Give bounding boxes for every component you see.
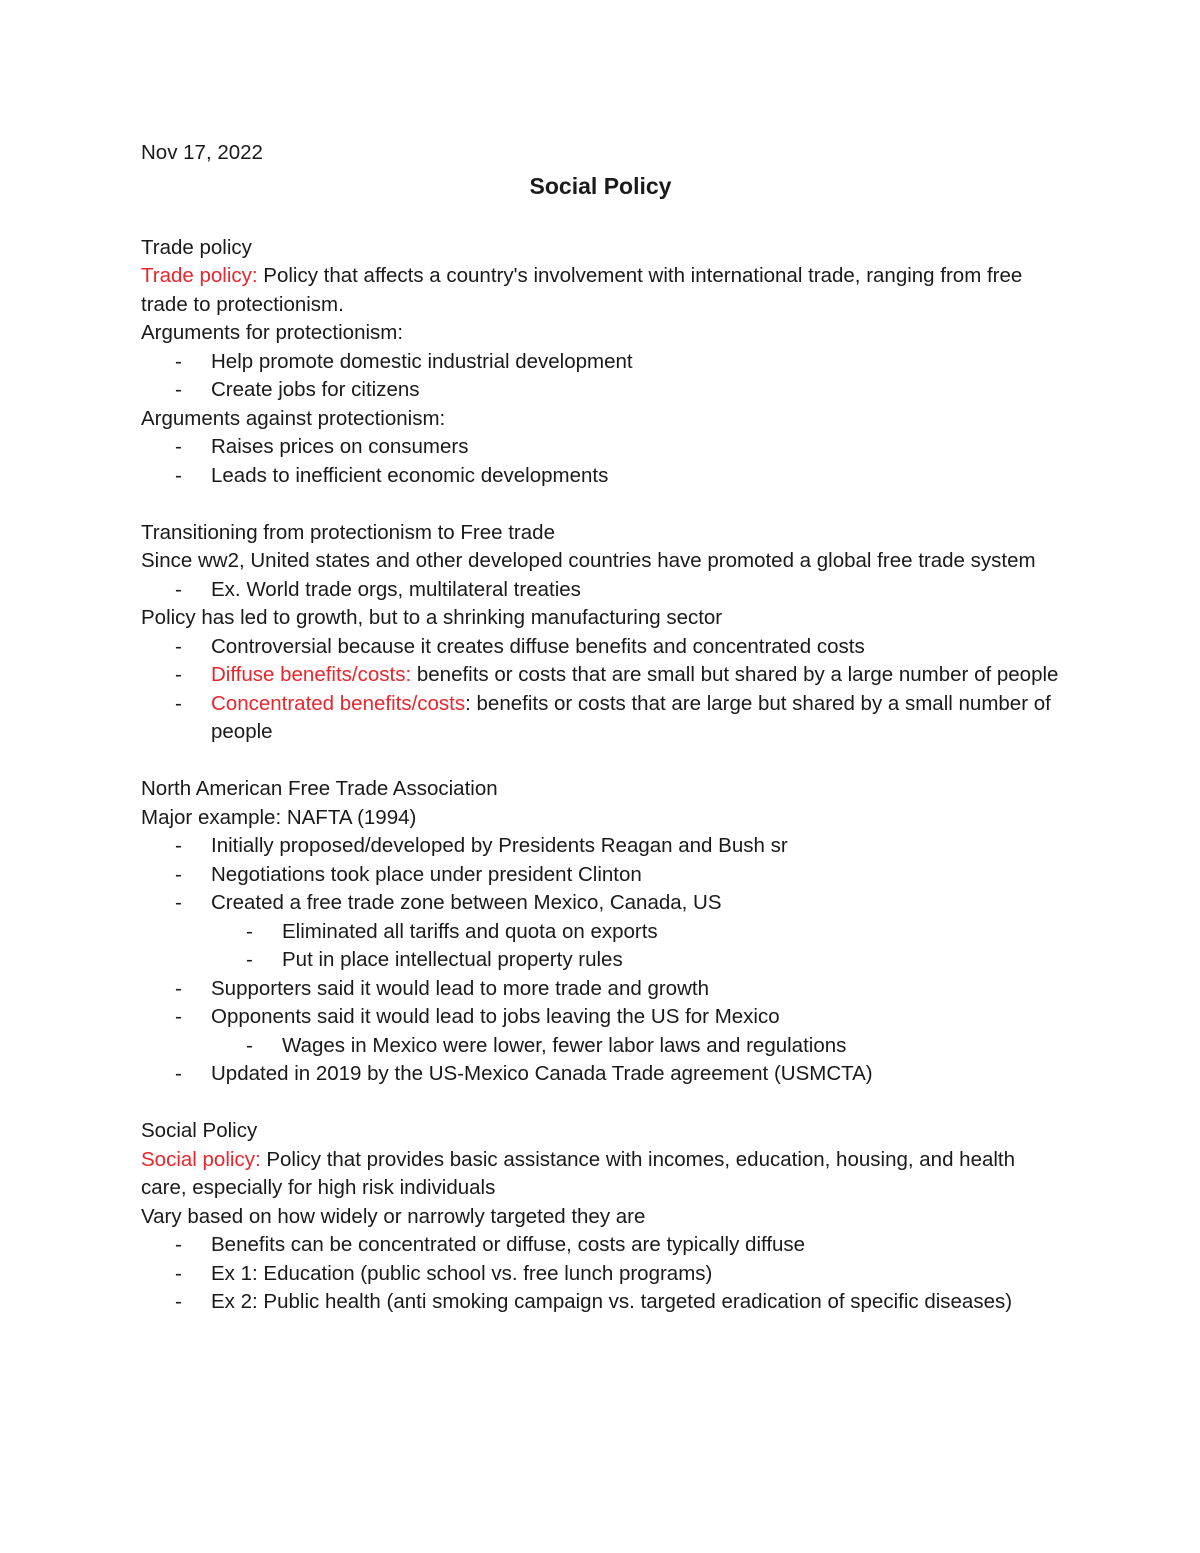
list-item — [211, 1032, 1060, 1061]
list-item — [141, 376, 1060, 405]
list-item-text: Create jobs for citizens — [211, 378, 420, 401]
spacer — [141, 747, 1060, 776]
trade-policy-definition — [141, 262, 1060, 319]
definition-text: Policy that provides basic assistance with incomes, education, housing, and health care, especially for high risk individuals — [141, 1147, 1016, 1199]
paragraph: Vary based on how widely or narrowly targeted they are — [141, 1204, 646, 1228]
bullet-dash: - — [175, 891, 182, 914]
list-item — [141, 462, 1060, 491]
list-item-text: Help promote domestic industrial development — [211, 349, 633, 373]
list-item — [141, 348, 1060, 377]
list-item-text: Put in place intellectual property rules — [282, 948, 623, 971]
list-item — [141, 433, 1060, 462]
bullet-dash: - — [175, 349, 182, 373]
list-item — [141, 1288, 1060, 1317]
list-item-text: Leads to inefficient economic developments — [211, 463, 609, 487]
list-item — [141, 975, 1060, 1004]
list-item-text: Controversial because it creates diffuse benefits and concentrated costs — [211, 634, 865, 658]
list-item — [141, 1060, 1060, 1089]
bullet-dash: - — [175, 1005, 182, 1028]
list-item-text: Supporters said it would lead to more trade and growth — [211, 976, 709, 1000]
definition-text: : benefits or costs that are large but shared by a small number of people — [211, 691, 1051, 743]
definition-text: benefits or costs that are small but shared by a large number of people — [411, 663, 1059, 686]
section-heading-social-policy: Social Policy — [141, 1119, 258, 1142]
list-item — [141, 661, 1060, 690]
paragraph: Since ww2, United states and other developed countries have promoted a global free trade system — [141, 549, 1036, 572]
bullet-dash: - — [246, 948, 253, 971]
list-item-text: Created a free trade zone between Mexico, Canada, US — [211, 891, 722, 914]
args-for-list — [141, 348, 1060, 405]
sub-bullet-list — [211, 1032, 1060, 1061]
list-item-text: Ex 1: Education (public school vs. free lunch programs) — [211, 1261, 713, 1285]
list-item-text: Raises prices on consumers — [211, 435, 469, 458]
note-date: Nov 17, 2022 — [141, 141, 263, 164]
paragraph: Major example: NAFTA (1994) — [141, 805, 417, 829]
list-item-text: Updated in 2019 by the US-Mexico Canada Trade agreement (USMCTA) — [211, 1062, 873, 1085]
list-item-text: Benefits can be concentrated or diffuse, costs are typically diffuse — [211, 1233, 806, 1256]
definition-term: Social policy: — [141, 1147, 261, 1171]
definition-text: Policy that affects a country's involvement with international trade, ranging from free trade to protectionism. — [141, 264, 1023, 316]
list-item-text: Ex 2: Public health (anti smoking campaign vs. targeted eradication of specific diseases) — [211, 1290, 1013, 1313]
list-item-text: Eliminated all tariffs and quota on exports — [282, 919, 658, 943]
bullet-dash: - — [175, 1062, 182, 1085]
definition-term: Trade policy: — [141, 264, 258, 287]
list-item — [141, 861, 1060, 890]
list-item-text: Ex. World trade orgs, multilateral treaties — [211, 577, 581, 601]
definition-term: Diffuse benefits/costs: — [211, 663, 412, 686]
bullet-list — [141, 576, 1060, 605]
bullet-dash: - — [175, 463, 182, 487]
bullet-dash: - — [246, 919, 253, 943]
section-heading-nafta: North American Free Trade Association — [141, 777, 498, 800]
bullet-list — [141, 832, 1060, 1089]
list-item — [141, 889, 1060, 975]
list-item — [141, 1231, 1060, 1260]
list-item — [141, 832, 1060, 861]
list-item — [141, 576, 1060, 605]
social-policy-definition — [141, 1146, 1060, 1203]
page-title: Social Policy — [529, 172, 672, 199]
section-heading-transition: Transitioning from protectionism to Free trade — [141, 520, 555, 544]
sub-bullet-list — [211, 918, 1060, 975]
list-item — [211, 946, 1060, 975]
bullet-dash: - — [175, 663, 182, 686]
bullet-dash: - — [175, 378, 182, 401]
bullet-dash: - — [175, 577, 182, 601]
list-item — [141, 633, 1060, 662]
definition-term: Concentrated benefits/costs — [211, 691, 466, 715]
args-for-label: Arguments for protectionism: — [141, 321, 404, 344]
list-item-text: Negotiations took place under president Clinton — [211, 862, 642, 886]
list-item-text: Wages in Mexico were lower, fewer labor laws and regulations — [282, 1033, 847, 1057]
args-against-list — [141, 433, 1060, 490]
bullet-dash: - — [175, 1290, 182, 1313]
bullet-dash: - — [246, 1033, 253, 1057]
bullet-dash: - — [175, 1261, 182, 1285]
paragraph: Policy has led to growth, but to a shrinking manufacturing sector — [141, 606, 723, 629]
spacer — [141, 1089, 1060, 1118]
list-item — [141, 690, 1060, 747]
spacer — [141, 490, 1060, 519]
list-item — [141, 1003, 1060, 1060]
bullet-dash: - — [175, 862, 182, 886]
bullet-dash: - — [175, 1233, 182, 1256]
list-item-text: Initially proposed/developed by Presidents Reagan and Bush sr — [211, 834, 788, 857]
bullet-list — [141, 1231, 1060, 1317]
bullet-dash: - — [175, 435, 182, 458]
bullet-dash: - — [175, 691, 182, 715]
list-item — [211, 918, 1060, 947]
bullet-dash: - — [175, 634, 182, 658]
args-against-label: Arguments against protectionism: — [141, 406, 446, 430]
section-heading-trade-policy: Trade policy — [141, 235, 252, 259]
list-item — [141, 1260, 1060, 1289]
list-item-text: Opponents said it would lead to jobs leaving the US for Mexico — [211, 1005, 780, 1028]
bullet-dash: - — [175, 834, 182, 857]
bullet-dash: - — [175, 976, 182, 1000]
bullet-list — [141, 633, 1060, 747]
